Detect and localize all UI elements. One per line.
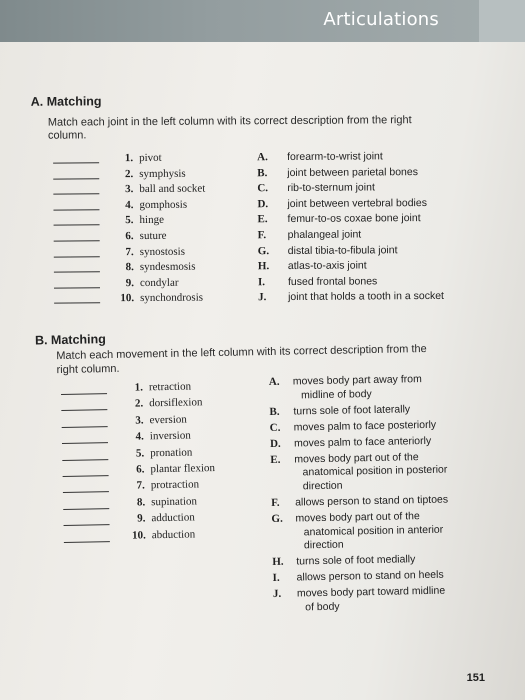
description-text: of body xyxy=(305,600,340,614)
term-number: 2. xyxy=(124,167,134,180)
answer-blank[interactable] xyxy=(62,459,108,461)
description-text: anatomical position in anterior xyxy=(303,523,444,538)
term-text: supination xyxy=(151,495,198,509)
description-letter: J. xyxy=(272,588,282,601)
section-b-instructions-line2: right column. xyxy=(56,362,120,377)
term-number: 1. xyxy=(134,381,144,394)
description-text: turns sole of foot laterally xyxy=(293,402,411,418)
description-letter: B. xyxy=(257,166,268,179)
term-text: pronation xyxy=(150,446,193,459)
description-letter: E. xyxy=(257,213,268,226)
description-text: moves palm to face posteriorly xyxy=(293,418,437,434)
answer-blank[interactable] xyxy=(61,393,107,395)
term-number: 3. xyxy=(125,183,134,196)
term-number: 8. xyxy=(136,496,146,509)
description-letter: H. xyxy=(272,555,284,569)
description-letter: B. xyxy=(269,405,280,418)
term-number: 5. xyxy=(135,446,145,460)
term-text: retraction xyxy=(148,380,192,394)
description-text: femur-to-os coxae bone joint xyxy=(287,212,421,226)
term-number: 4. xyxy=(135,430,144,443)
term-number: 1. xyxy=(124,152,134,165)
description-letter: G. xyxy=(257,244,270,257)
answer-blank[interactable] xyxy=(63,475,109,477)
answer-blank[interactable] xyxy=(64,541,110,543)
description-letter: D. xyxy=(269,437,281,450)
description-letter: D. xyxy=(257,197,269,211)
term-number: 10. xyxy=(120,292,135,305)
description-text: moves body part out of the xyxy=(294,451,419,466)
description-text: rib-to-sternum joint xyxy=(287,181,375,195)
description-text: allows person to stand on heels xyxy=(296,568,444,584)
term-number: 2. xyxy=(134,397,144,410)
description-text: joint that holds a tooth in a socket xyxy=(288,290,444,304)
term-text: hinge xyxy=(139,214,165,227)
term-text: abduction xyxy=(151,528,196,541)
term-text: condylar xyxy=(139,276,179,289)
description-text: joint between vertebral bodies xyxy=(287,196,427,210)
description-text: forearm-to-wrist joint xyxy=(287,150,383,163)
term-text: gomphosis xyxy=(139,198,188,211)
term-text: plantar flexion xyxy=(150,462,216,476)
page-number: 151 xyxy=(466,672,485,684)
description-letter: F. xyxy=(271,496,280,509)
description-text: moves body part away from xyxy=(292,373,422,388)
term-number: 4. xyxy=(125,198,134,211)
description-letter: C. xyxy=(269,421,281,434)
term-text: adduction xyxy=(151,511,195,525)
term-text: dorsiflexion xyxy=(149,396,203,410)
term-text: synostosis xyxy=(139,245,186,258)
description-letter: G. xyxy=(271,512,283,526)
description-letter: F. xyxy=(257,229,267,242)
term-number: 7. xyxy=(136,479,145,492)
term-text: syndesmosis xyxy=(139,260,196,274)
term-text: inversion xyxy=(149,429,191,443)
description-text: direction xyxy=(303,538,344,552)
description-text: turns sole of foot medially xyxy=(296,553,416,568)
term-number: 7. xyxy=(125,245,134,258)
description-text: fused frontal bones xyxy=(287,275,378,288)
term-number: 9. xyxy=(125,276,135,289)
description-text: phalangeal joint xyxy=(287,228,362,241)
term-text: pivot xyxy=(139,151,162,165)
description-text: moves body part toward midline xyxy=(296,585,446,600)
term-text: eversion xyxy=(149,413,187,427)
section-a-title: A. Matching xyxy=(30,94,102,109)
description-text: joint between parietal bones xyxy=(287,165,419,179)
answer-blank[interactable] xyxy=(64,524,110,526)
description-text: allows person to stand on tiptoes xyxy=(295,493,449,509)
description-letter: E. xyxy=(270,453,281,466)
description-letter: I. xyxy=(257,275,266,289)
chapter-title: Articulations xyxy=(323,9,439,30)
description-letter: J. xyxy=(258,291,267,304)
answer-blank[interactable] xyxy=(63,491,109,493)
term-number: 6. xyxy=(125,230,134,243)
description-text: distal tibia-to-fibula joint xyxy=(287,243,398,257)
description-letter: I. xyxy=(272,572,280,585)
term-number: 10. xyxy=(131,528,146,542)
term-number: 9. xyxy=(137,512,146,525)
answer-blank[interactable] xyxy=(61,409,107,411)
section-b-title: B. Matching xyxy=(34,332,106,348)
answer-blank[interactable] xyxy=(62,426,108,428)
answer-blank[interactable] xyxy=(63,508,109,510)
section-b-instructions-line1: Match each movement in the left column with its correct description from the xyxy=(56,342,427,363)
term-text: synchondrosis xyxy=(140,291,204,305)
term-text: protraction xyxy=(150,478,200,492)
description-text: anatomical position in posterior xyxy=(302,463,448,479)
description-text: atlas-to-axis joint xyxy=(287,259,367,273)
term-number: 3. xyxy=(135,414,144,427)
description-text: moves body part out of the xyxy=(295,510,420,525)
section-a-instructions: Match each joint in the left column with its correct description from the right column. xyxy=(47,114,412,142)
description-letter: C. xyxy=(257,182,269,195)
term-number: 8. xyxy=(125,261,134,274)
description-letter: A. xyxy=(257,151,268,164)
answer-blank[interactable] xyxy=(62,442,108,444)
description-letter: H. xyxy=(257,260,270,273)
description-text: midline of body xyxy=(300,387,372,401)
description-text: moves palm to face anteriorly xyxy=(293,434,432,450)
term-text: symphysis xyxy=(139,167,186,180)
term-number: 5. xyxy=(125,214,134,227)
description-text: direction xyxy=(302,479,343,493)
term-text: suture xyxy=(139,229,167,243)
term-text: ball and socket xyxy=(139,182,206,196)
term-number: 6. xyxy=(136,463,145,476)
description-letter: A. xyxy=(268,375,280,388)
